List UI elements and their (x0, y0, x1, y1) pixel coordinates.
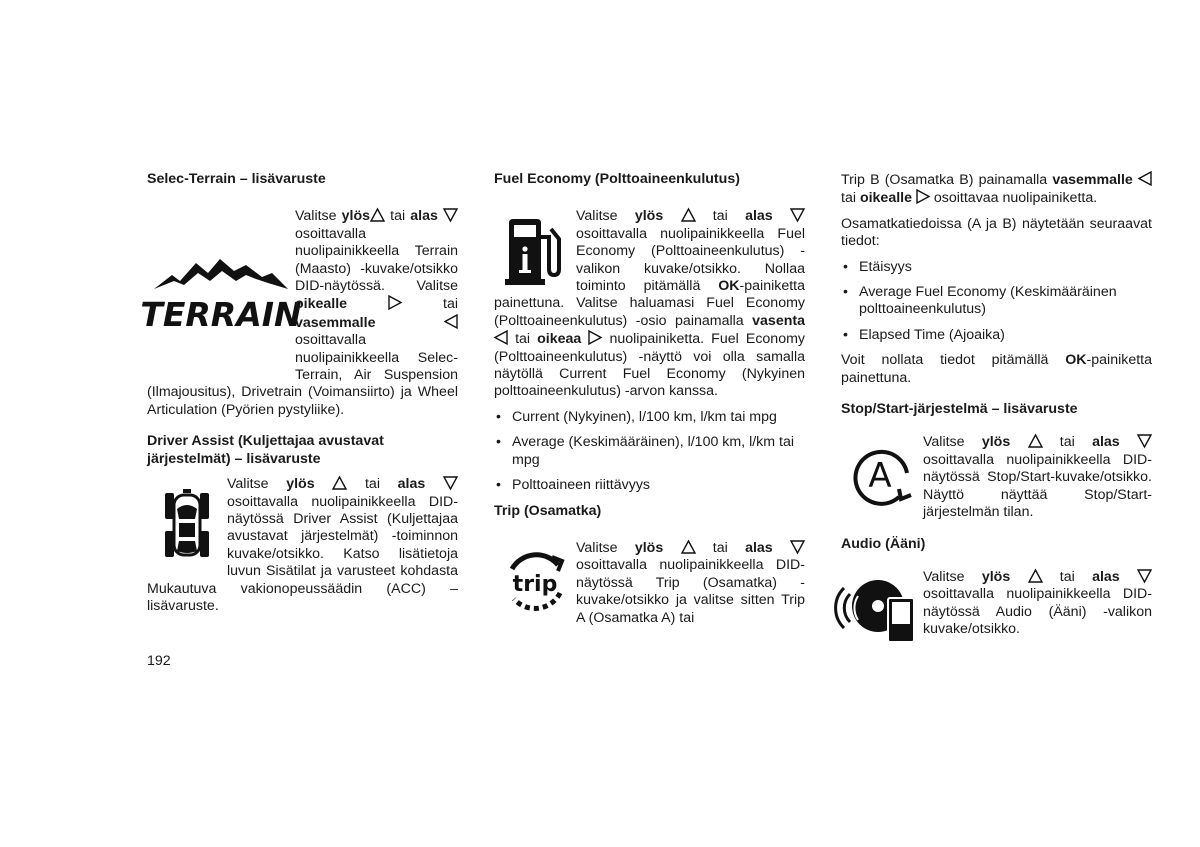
svg-text:A: A (868, 456, 892, 497)
list-item: • Elapsed Time (Ajoaika) (841, 327, 1152, 344)
down-arrow-icon (1137, 434, 1152, 448)
driver-assist-heading: Driver Assist (Kuljettajaa avustavat järjestelmät) – lisävaruste (147, 433, 384, 467)
fuel-economy-list (494, 409, 805, 495)
audio-heading: Audio (Ääni) (841, 535, 926, 552)
right-arrow-icon (388, 295, 402, 310)
selec-terrain-heading: Selec-Terrain – lisävaruste (147, 171, 326, 187)
terrain-icon (140, 208, 302, 378)
driver-assist-text: Valitse ylös tai alas osoittavalla nuolipainikkeella DID-näytössä Driver Assist (Kuljettajaa avustavat järjestelmät) -toiminnon kuvake/otsikko. Katso lisätietoja luvun Sisätilat ja varusteet kohdasta Mukautuva vakionopeussäädin (ACC) – lisävaruste. (147, 476, 458, 614)
down-arrow-icon (443, 476, 458, 490)
trip-icon (494, 540, 576, 624)
right-arrow-icon (916, 189, 930, 204)
column-left (140, 171, 458, 615)
trip-text-b: Trip B (Osamatka B) painamalla vasemmalle tai oikealle osoittavaa nuolipainiketta. (841, 171, 1152, 208)
selec-terrain-text: Valitse ylös tai alas osoittavalla nuolipainikkeella Terrain (Maasto) -kuvake/otsikko DID-näytössä. Valitse oikealle tai vasemmalle osoittavalla nuolipainikkeella Selec-Terrain, Air Suspension (Ilmajousitus), Drivetrain (Voimansiirto) ja Wheel Articulation (Pyörien pystyliike). (147, 208, 458, 418)
up-arrow-icon (681, 540, 696, 554)
down-arrow-icon (790, 540, 805, 554)
fuel-economy-text: Valitse ylös tai alas osoittavalla nuolipainikkeella Fuel Economy (Polttoaineenkulutus) -valikon kuvake/otsikko. Nollaa toiminto pitämällä OK-painiketta painettuna. Valitse haluamasi Fuel Economy (Polttoaineenkulutus) -osio painamalla vasenta tai oikeaa nuolipainiketta. Fuel Economy (Polttoaineenkulutus) -näyttö voi olla samalla näytöllä Current Fuel Economy (Nykyinen polttoaineenkulutus) -arvon kanssa. (494, 208, 805, 400)
fuel-economy-heading: Fuel Economy (Polttoaineenkulutus) (494, 171, 740, 187)
down-arrow-icon (1137, 569, 1152, 583)
column-middle (494, 171, 805, 627)
list-item: • Polttoaineen riittävyys (494, 477, 805, 494)
up-arrow-icon (332, 476, 347, 490)
left-arrow-icon (494, 330, 508, 345)
trip-info-list (841, 259, 1152, 345)
audio-icon (841, 569, 923, 653)
stop-start-icon (841, 434, 923, 518)
trip-reset-text: Voit nollata tiedot pitämällä OK-painiketta painettuna. (841, 352, 1152, 386)
audio-text: Valitse ylös tai alas osoittavalla nuolipainikkeella DID-näytössä Audio (Ääni) -valikon kuvake/otsikko. (923, 568, 1152, 638)
svg-text:TERRAIN: TERRAIN (140, 295, 302, 335)
left-arrow-icon (1138, 171, 1152, 186)
trip-text-a: Valitse ylös tai alas osoittavalla nuolipainikkeella DID-näytössä Trip (Osamatka) -kuvake/otsikko ja valitse sitten Trip A (Osamatka A) tai (576, 539, 805, 626)
up-arrow-icon (1028, 569, 1043, 583)
page-number: 192 (147, 653, 171, 669)
svg-text:trip: trip (512, 571, 558, 597)
list-item: • Current (Nykyinen), l/100 km, l/km tai mpg (494, 409, 805, 426)
driver-assist-icon (147, 482, 227, 568)
down-arrow-icon (790, 208, 805, 222)
column-right (841, 171, 1152, 653)
up-arrow-icon (370, 208, 385, 222)
list-item: • Etäisyys (841, 259, 1152, 276)
right-arrow-icon (588, 330, 602, 345)
stop-start-text: Valitse ylös tai alas osoittavalla nuolipainikkeella DID-näytössä Stop/Start-kuvake/otsikko. Näyttö näyttää Stop/Start-järjestelmän tilan. (923, 434, 1152, 521)
list-item: • Average (Keskimääräinen), l/100 km, l/km tai mpg (494, 434, 805, 469)
trip-heading: Trip (Osamatka) (494, 502, 602, 519)
up-arrow-icon (681, 208, 696, 222)
up-arrow-icon (1028, 434, 1043, 448)
down-arrow-icon (443, 208, 458, 222)
list-item: • Average Fuel Economy (Keskimääräinen polttoaineenkulutus) (841, 284, 1152, 319)
trip-info-text: Osamatkatiedoissa (A ja B) näytetään seuraavat tiedot: (841, 215, 1152, 250)
stop-start-heading: Stop/Start-järjestelmä – lisävaruste (841, 401, 1078, 418)
fuel-pump-icon (494, 208, 576, 294)
left-arrow-icon (444, 314, 458, 329)
